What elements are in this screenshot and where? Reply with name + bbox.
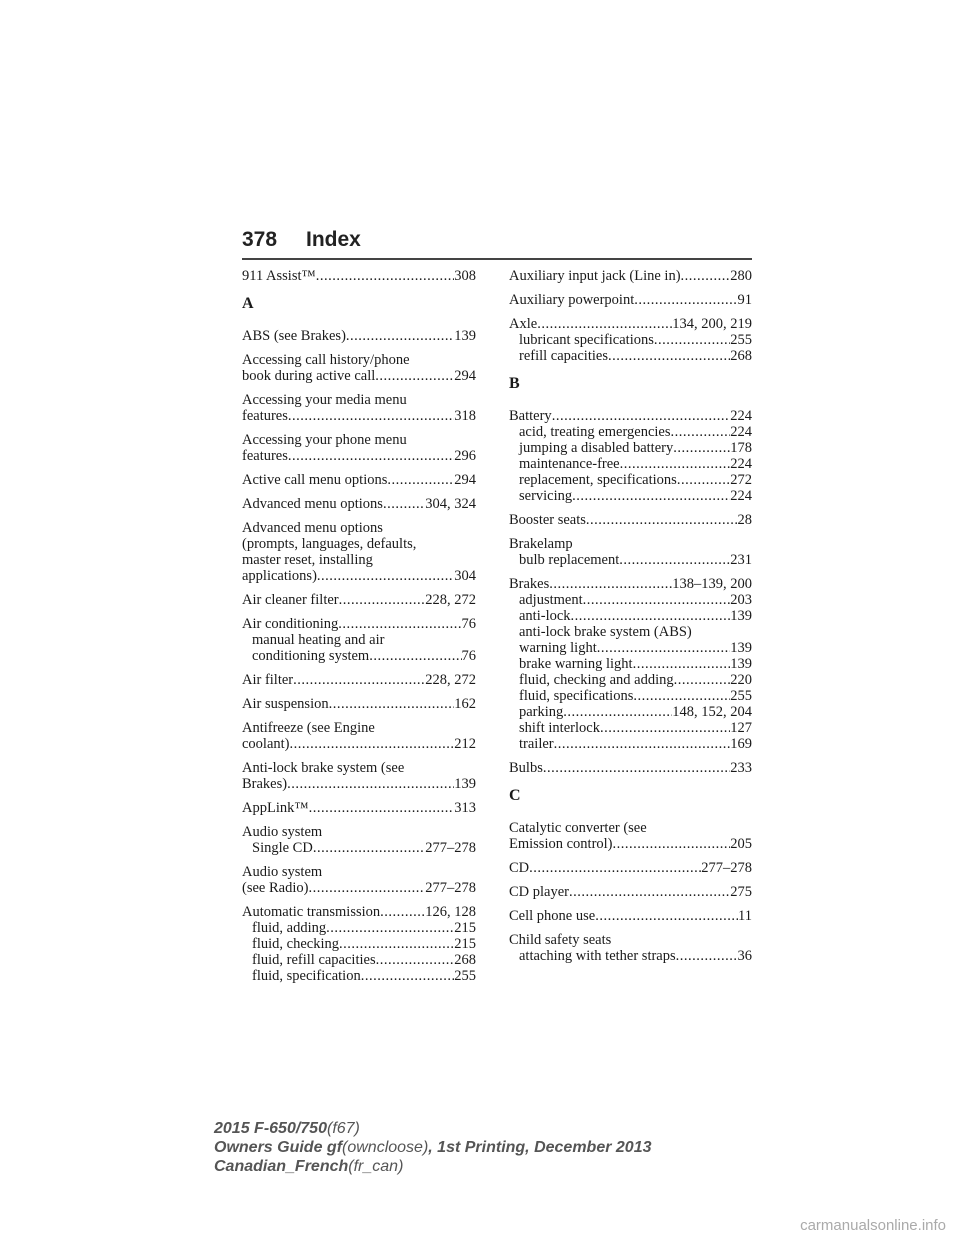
dot-leader xyxy=(633,688,730,704)
entry-text: Audio system xyxy=(242,824,323,840)
entry-text: Brakes xyxy=(509,576,550,592)
dot-leader xyxy=(552,408,731,424)
page-reference: 139 xyxy=(454,776,476,792)
index-entry-line xyxy=(242,448,476,464)
page-reference: 148, 152, 204 xyxy=(672,704,752,720)
dot-leader xyxy=(633,656,731,672)
dot-leader xyxy=(316,268,455,284)
page-reference: 215 xyxy=(454,920,476,936)
dot-leader xyxy=(673,440,730,456)
dot-leader xyxy=(376,952,455,968)
entry-text: Auxiliary input jack (Line in) xyxy=(509,268,681,284)
dot-leader xyxy=(361,968,455,984)
entry-text: fluid, specifications xyxy=(519,688,634,704)
index-entry xyxy=(242,328,476,344)
index-letter-heading: A xyxy=(242,295,254,312)
entry-text: (see Radio) xyxy=(242,880,309,896)
index-subentry-line xyxy=(509,440,752,456)
index-subentry-line xyxy=(509,736,752,752)
entry-text: fluid, specification xyxy=(252,968,361,984)
page-reference: 231 xyxy=(730,552,752,568)
dot-leader xyxy=(383,496,425,512)
page-reference: 134, 200, 219 xyxy=(672,316,752,332)
dot-leader xyxy=(595,908,738,924)
entry-text: adjustment xyxy=(519,592,583,608)
dot-leader xyxy=(572,488,730,504)
footer-line-2: Owners Guide gf(owncloose), 1st Printing, December 2013 xyxy=(214,1139,652,1156)
index-entry-line xyxy=(242,368,476,384)
index-column-left xyxy=(242,268,476,992)
index-entry-line xyxy=(242,720,476,736)
dot-leader xyxy=(375,368,454,384)
page-reference: 294 xyxy=(454,368,476,384)
index-entry xyxy=(509,908,752,924)
index-entry xyxy=(242,472,476,488)
dot-leader xyxy=(677,472,730,488)
dot-leader xyxy=(338,616,461,632)
index-entry xyxy=(509,932,752,964)
page-reference: 304, 324 xyxy=(425,496,476,512)
dot-leader xyxy=(293,672,425,688)
index-letter-heading: C xyxy=(509,787,521,804)
index-entry xyxy=(242,520,476,584)
entry-text: lubricant specifications xyxy=(519,332,654,348)
index-entry-line xyxy=(509,760,752,776)
page-reference: 277–278 xyxy=(425,840,476,856)
page-reference: 139 xyxy=(730,656,752,672)
dot-leader xyxy=(597,640,731,656)
index-entry-line xyxy=(509,932,752,948)
dot-leader xyxy=(674,672,731,688)
index-entry xyxy=(242,392,476,424)
entry-text: warning light xyxy=(519,640,597,656)
entry-text: manual heating and air xyxy=(252,632,385,648)
index-entry-line xyxy=(242,268,476,284)
entry-text: fluid, refill capacities xyxy=(252,952,376,968)
dot-leader xyxy=(543,760,730,776)
page-reference: 255 xyxy=(730,332,752,348)
index-entry-line xyxy=(509,292,752,308)
index-entry xyxy=(509,820,752,852)
entry-text: Single CD xyxy=(252,840,313,856)
index-entry-line xyxy=(242,800,476,816)
page-reference: 224 xyxy=(730,408,752,424)
dot-leader xyxy=(600,720,730,736)
entry-text: 911 Assist™ xyxy=(242,268,316,284)
index-subentry-line xyxy=(509,332,752,348)
index-entry xyxy=(242,760,476,792)
index-entry-line xyxy=(509,836,752,852)
index-entry-line xyxy=(242,592,476,608)
dot-leader xyxy=(369,648,461,664)
entry-text: Battery xyxy=(509,408,552,424)
index-subentry-line xyxy=(242,632,476,648)
index-entry xyxy=(242,864,476,896)
index-entry-line xyxy=(242,352,476,368)
index-column-right xyxy=(509,268,752,972)
dot-leader xyxy=(563,704,672,720)
dot-leader xyxy=(549,576,672,592)
index-entry-line xyxy=(509,576,752,592)
index-entry xyxy=(509,292,752,308)
index-subentry-line xyxy=(509,608,752,624)
entry-text: master reset, installing xyxy=(242,552,373,568)
index-entry-line xyxy=(242,432,476,448)
dot-leader xyxy=(339,592,426,608)
dot-leader xyxy=(287,776,454,792)
index-subentry-line xyxy=(509,672,752,688)
dot-leader xyxy=(583,592,731,608)
page-reference: 224 xyxy=(730,424,752,440)
page-reference: 28 xyxy=(737,512,752,528)
dot-leader xyxy=(554,736,731,752)
watermark: carmanualsonline.info xyxy=(800,1217,946,1234)
entry-text: anti-lock brake system (ABS) xyxy=(519,624,692,640)
index-entry-line xyxy=(242,864,476,880)
dot-leader xyxy=(571,608,731,624)
entry-text: shift interlock xyxy=(519,720,600,736)
entry-text: attaching with tether straps xyxy=(519,948,676,964)
entry-text: fluid, adding xyxy=(252,920,327,936)
entry-text: ABS (see Brakes) xyxy=(242,328,346,344)
entry-text: Accessing call history/phone xyxy=(242,352,410,368)
dot-leader xyxy=(676,948,738,964)
entry-text: fluid, checking and adding xyxy=(519,672,674,688)
dot-leader xyxy=(339,936,454,952)
page-reference: 255 xyxy=(454,968,476,984)
index-subentry-line xyxy=(509,948,752,964)
index-entry-line xyxy=(242,736,476,752)
index-entry-line xyxy=(509,408,752,424)
entry-text: Air cleaner filter xyxy=(242,592,339,608)
entry-text: Advanced menu options xyxy=(242,496,383,512)
page-reference: 272 xyxy=(730,472,752,488)
page-reference: 205 xyxy=(730,836,752,852)
page-reference: 220 xyxy=(730,672,752,688)
index-entry-line xyxy=(242,904,476,920)
index-entry xyxy=(242,496,476,512)
page-reference: 212 xyxy=(454,736,476,752)
index-subentry-line xyxy=(509,624,752,640)
entry-text: parking xyxy=(519,704,564,720)
index-entry xyxy=(242,592,476,608)
entry-text: Cell phone use xyxy=(509,908,596,924)
index-entry xyxy=(242,824,476,856)
page-reference: 228, 272 xyxy=(425,672,476,688)
page-reference: 126, 128 xyxy=(425,904,476,920)
index-subentry-line xyxy=(509,640,752,656)
entry-text: Active call menu options xyxy=(242,472,388,488)
index-entry xyxy=(242,696,476,712)
page-reference: 169 xyxy=(730,736,752,752)
index-entry-line xyxy=(509,884,752,900)
index-subentry-line xyxy=(242,840,476,856)
entry-text: AppLink™ xyxy=(242,800,309,816)
entry-text: Brakelamp xyxy=(509,536,573,552)
index-entry-line xyxy=(242,392,476,408)
index-entry xyxy=(509,268,752,284)
dot-leader xyxy=(681,268,731,284)
dot-leader xyxy=(290,736,455,752)
dot-leader xyxy=(346,328,454,344)
dot-leader xyxy=(380,904,425,920)
page-reference: 127 xyxy=(730,720,752,736)
page-reference: 294 xyxy=(454,472,476,488)
index-entry xyxy=(242,800,476,816)
entry-text: features xyxy=(242,448,288,464)
entry-text: Booster seats xyxy=(509,512,586,528)
index-entry-line xyxy=(242,616,476,632)
entry-text: conditioning system xyxy=(252,648,370,664)
entry-text: Anti-lock brake system (see xyxy=(242,760,405,776)
entry-text: Automatic transmission xyxy=(242,904,381,920)
page-reference: 138–139, 200 xyxy=(672,576,752,592)
dot-leader xyxy=(608,348,730,364)
page-number: 378 xyxy=(242,228,278,251)
page-reference: 36 xyxy=(737,948,752,964)
dot-leader xyxy=(288,448,454,464)
entry-text: maintenance-free xyxy=(519,456,620,472)
index-entry xyxy=(242,720,476,752)
page-reference: 215 xyxy=(454,936,476,952)
dot-leader xyxy=(326,920,454,936)
entry-text: Axle xyxy=(509,316,538,332)
dot-leader xyxy=(569,884,730,900)
page-reference: 277–278 xyxy=(425,880,476,896)
index-subentry-line xyxy=(509,488,752,504)
footer-line-1: 2015 F-650/750(f67) xyxy=(214,1120,360,1137)
index-subentry-line xyxy=(509,424,752,440)
dot-leader xyxy=(387,472,454,488)
index-subentry-line xyxy=(509,656,752,672)
dot-leader xyxy=(288,408,454,424)
index-subentry-line xyxy=(242,968,476,984)
index-letter-heading: B xyxy=(509,375,520,392)
dot-leader xyxy=(671,424,731,440)
index-entry xyxy=(242,268,476,284)
entry-text: Brakes) xyxy=(242,776,288,792)
page-reference: 313 xyxy=(454,800,476,816)
dot-leader xyxy=(529,860,701,876)
entry-text: Advanced menu options xyxy=(242,520,383,536)
dot-leader xyxy=(620,456,731,472)
page-reference: 178 xyxy=(730,440,752,456)
page-reference: 11 xyxy=(738,908,752,924)
index-subentry-line xyxy=(242,952,476,968)
index-entry-line xyxy=(242,328,476,344)
entry-text: acid, treating emergencies xyxy=(519,424,671,440)
entry-text: jumping a disabled battery xyxy=(519,440,674,456)
index-subentry-line xyxy=(509,592,752,608)
page-reference: 139 xyxy=(730,608,752,624)
entry-text: coolant) xyxy=(242,736,290,752)
index-entry-line xyxy=(242,536,476,552)
page-title: Index xyxy=(306,228,361,251)
page-reference: 268 xyxy=(730,348,752,364)
index-entry xyxy=(242,352,476,384)
entry-text: bulb replacement xyxy=(519,552,620,568)
entry-text: servicing xyxy=(519,488,573,504)
entry-text: Child safety seats xyxy=(509,932,612,948)
dot-leader xyxy=(537,316,672,332)
index-entry-line xyxy=(509,268,752,284)
index-entry-line xyxy=(242,776,476,792)
footer-line-3: Canadian_French(fr_can) xyxy=(214,1158,404,1175)
entry-text: trailer xyxy=(519,736,554,752)
index-subentry-line xyxy=(509,720,752,736)
dot-leader xyxy=(586,512,738,528)
index-subentry-line xyxy=(509,472,752,488)
index-entry-line xyxy=(242,552,476,568)
index-entry xyxy=(242,904,476,984)
entry-text: anti-lock xyxy=(519,608,571,624)
entry-text: Air filter xyxy=(242,672,294,688)
page-reference: 224 xyxy=(730,456,752,472)
page-reference: 233 xyxy=(730,760,752,776)
index-entry xyxy=(509,512,752,528)
page-reference: 139 xyxy=(730,640,752,656)
page-reference: 91 xyxy=(737,292,752,308)
index-entry-line xyxy=(242,408,476,424)
index-entry-line xyxy=(509,512,752,528)
entry-text: Air conditioning xyxy=(242,616,339,632)
entry-text: Bulbs xyxy=(509,760,543,776)
entry-text: refill capacities xyxy=(519,348,608,364)
index-entry xyxy=(509,408,752,504)
page-reference: 162 xyxy=(454,696,476,712)
dot-leader xyxy=(309,800,455,816)
dot-leader xyxy=(619,552,730,568)
dot-leader xyxy=(313,840,425,856)
index-subentry-line xyxy=(509,704,752,720)
index-entry-line xyxy=(242,520,476,536)
entry-text: Emission control) xyxy=(509,836,613,852)
entry-text: Air suspension xyxy=(242,696,329,712)
index-entry xyxy=(509,316,752,364)
index-entry xyxy=(509,576,752,752)
page-reference: 76 xyxy=(461,648,476,664)
entry-text: brake warning light xyxy=(519,656,633,672)
index-entry-line xyxy=(242,760,476,776)
header-rule xyxy=(242,258,752,260)
page-reference: 308 xyxy=(454,268,476,284)
index-entry-line xyxy=(242,472,476,488)
page-reference: 280 xyxy=(730,268,752,284)
page-reference: 304 xyxy=(454,568,476,584)
page-reference: 139 xyxy=(454,328,476,344)
index-entry-line xyxy=(509,860,752,876)
index-subentry-line xyxy=(242,920,476,936)
index-entry xyxy=(509,536,752,568)
index-entry xyxy=(509,860,752,876)
index-entry-line xyxy=(509,820,752,836)
index-entry xyxy=(509,760,752,776)
entry-text: (prompts, languages, defaults, xyxy=(242,536,417,552)
page-reference: 275 xyxy=(730,884,752,900)
index-subentry-line xyxy=(509,456,752,472)
index-entry xyxy=(242,672,476,688)
page-reference: 318 xyxy=(454,408,476,424)
entry-text: features xyxy=(242,408,288,424)
entry-text: Accessing your media menu xyxy=(242,392,407,408)
entry-text: CD player xyxy=(509,884,569,900)
entry-text: Audio system xyxy=(242,864,323,880)
page-reference: 203 xyxy=(730,592,752,608)
entry-text: CD xyxy=(509,860,530,876)
index-subentry-line xyxy=(509,688,752,704)
index-entry-line xyxy=(242,696,476,712)
print-footer xyxy=(214,1119,651,1176)
index-entry xyxy=(242,432,476,464)
dot-leader xyxy=(654,332,730,348)
page-reference: 228, 272 xyxy=(425,592,476,608)
index-subentry-line xyxy=(509,348,752,364)
page-reference: 255 xyxy=(730,688,752,704)
page-reference: 277–278 xyxy=(701,860,752,876)
entry-text: Auxiliary powerpoint xyxy=(509,292,635,308)
page-reference: 224 xyxy=(730,488,752,504)
index-entry xyxy=(509,884,752,900)
entry-text: Antifreeze (see Engine xyxy=(242,720,375,736)
index-entry-line xyxy=(509,316,752,332)
dot-leader xyxy=(317,568,454,584)
dot-leader xyxy=(308,880,425,896)
index-entry-line xyxy=(509,536,752,552)
index-entry xyxy=(242,616,476,664)
index-entry-line xyxy=(242,672,476,688)
entry-text: Accessing your phone menu xyxy=(242,432,407,448)
index-entry-line xyxy=(242,568,476,584)
index-entry-line xyxy=(242,824,476,840)
page-reference: 268 xyxy=(454,952,476,968)
entry-text: replacement, specifications xyxy=(519,472,677,488)
entry-text: applications) xyxy=(242,568,317,584)
entry-text: Catalytic converter (see xyxy=(509,820,647,836)
index-subentry-line xyxy=(509,552,752,568)
index-entry-line xyxy=(242,496,476,512)
page-reference: 296 xyxy=(454,448,476,464)
page-header xyxy=(242,228,752,262)
index-subentry-line xyxy=(242,648,476,664)
index-subentry-line xyxy=(242,936,476,952)
entry-text: fluid, checking xyxy=(252,936,339,952)
dot-leader xyxy=(329,696,455,712)
index-entry-line xyxy=(509,908,752,924)
dot-leader xyxy=(613,836,731,852)
entry-text: book during active call xyxy=(242,368,376,384)
dot-leader xyxy=(634,292,737,308)
page-reference: 76 xyxy=(461,616,476,632)
index-entry-line xyxy=(242,880,476,896)
